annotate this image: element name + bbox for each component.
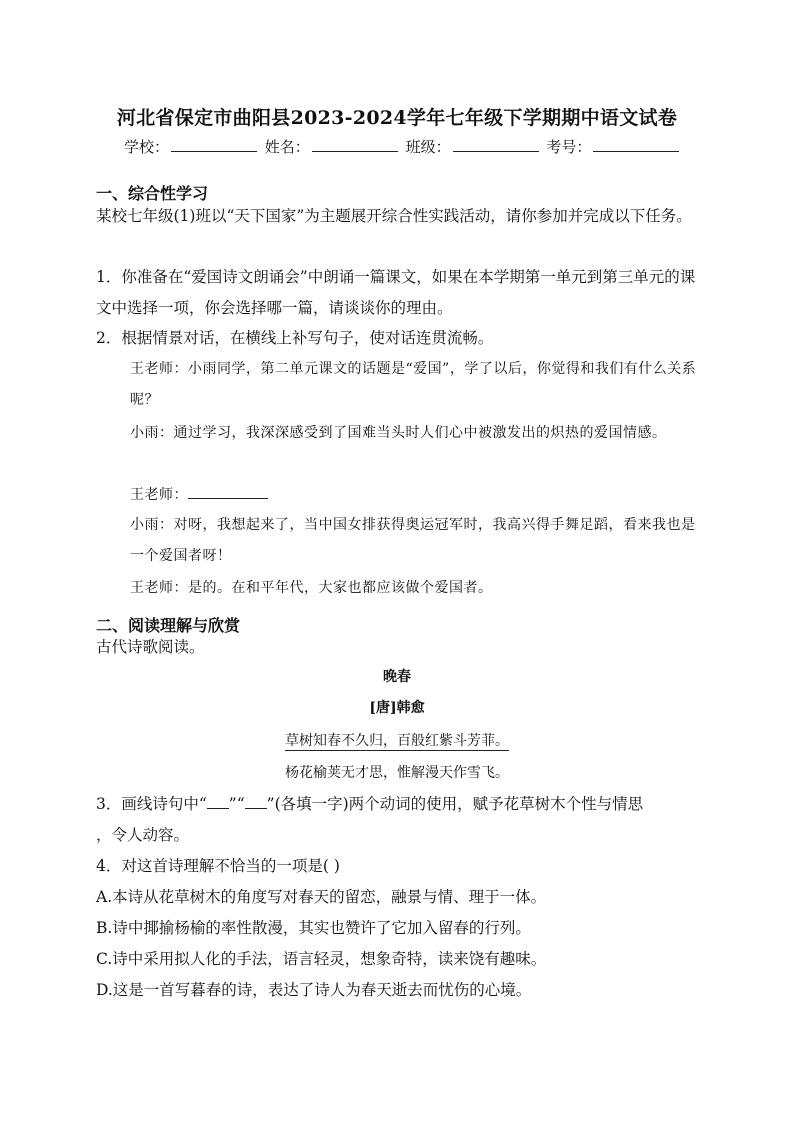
student-info-line <box>124 136 682 157</box>
dialog-line-1: 王老师：小雨同学，第二单元课文的话题是“爱国”，学了以后，你觉得和我们有什么关系呢？ <box>130 361 697 408</box>
question-3-text-d: ，令人动容。 <box>96 826 190 844</box>
school-blank[interactable] <box>171 137 257 152</box>
question-1: 1．你准备在“爱国诗文朗诵会”中朗诵一篇课文，如果在本学期第一单元到第三单元的课文中选择一项，你会选择哪一篇，请谈谈你的理由。 <box>96 268 696 317</box>
class-label: 班级： <box>405 138 451 156</box>
question-3-text-c: ”(各填一字)两个动词的使用，赋予花草树木个性与情思 <box>266 795 644 813</box>
question-4: 4．对这首诗理解不恰当的一项是( ) <box>96 857 340 875</box>
poem-line-1-text: 草树知春不久归，百般红紫斗芳菲。 <box>285 733 509 749</box>
exam-no-blank[interactable] <box>593 137 679 152</box>
dialog-line-5: 王老师：是的。在和平年代，大家也都应该做个爱国者。 <box>130 580 493 596</box>
option-a: A.本诗从花草树木的角度写对春天的留恋，融景与情、理于一体。 <box>96 888 547 906</box>
question-3 <box>96 789 704 851</box>
section1-intro: 某校七年级(1)班以“天下国家”为主题展开综合性实践活动，请你参加并完成以下任务。 <box>96 207 692 225</box>
page-title: 河北省保定市曲阳县2023-2024学年七年级下学期期中语文试卷 <box>116 107 678 129</box>
question-2: 2．根据情景对话，在横线上补写句子，使对话连贯流畅。 <box>96 329 494 347</box>
dialog-answer-blank[interactable] <box>188 484 268 499</box>
dialog-line-3 <box>130 480 700 511</box>
section1-heading: 一、综合性学习 <box>96 184 209 203</box>
dialog-line-3-label: 王老师： <box>130 487 188 503</box>
poem-line-1 <box>0 730 794 750</box>
option-c: C.诗中采用拟人化的手法，语言轻灵，想象奇特，读来饶有趣味。 <box>96 950 547 968</box>
section2-intro: 古代诗歌阅读。 <box>96 638 205 656</box>
section2-heading: 二、阅读理解与欣赏 <box>96 616 241 635</box>
question-3-blank-2[interactable] <box>245 795 267 809</box>
poem-title: 晚春 <box>383 669 411 685</box>
name-label: 姓名： <box>264 138 310 156</box>
name-blank[interactable] <box>312 137 398 152</box>
dialog-line-4: 小雨：对呀，我想起来了，当中国女排获得奥运冠军时，我高兴得手舞足蹈，看来我也是一个爱国者呀！ <box>130 517 696 564</box>
dialog-line-2: 小雨：通过学习，我深深感受到了国难当头时人们心中被激发出的炽热的爱国情感。 <box>130 425 667 441</box>
poem-author: [唐]韩愈 <box>369 700 425 716</box>
option-b: B.诗中揶揄杨榆的率性散漫，其实也赞许了它加入留春的行列。 <box>96 919 531 937</box>
exam-no-label: 考号： <box>546 138 592 156</box>
question-3-blank-1[interactable] <box>207 795 229 809</box>
question-3-text-a: 3．画线诗句中“ <box>96 795 207 813</box>
school-label: 学校： <box>124 138 170 156</box>
option-d: D.这是一首写暮春的诗，表达了诗人为春天逝去而忧伤的心境。 <box>96 981 532 999</box>
poem-line-2: 杨花榆荚无才思，惟解漫天作雪飞。 <box>285 765 509 781</box>
question-3-text-b: ”“ <box>228 795 245 813</box>
class-blank[interactable] <box>453 137 539 152</box>
